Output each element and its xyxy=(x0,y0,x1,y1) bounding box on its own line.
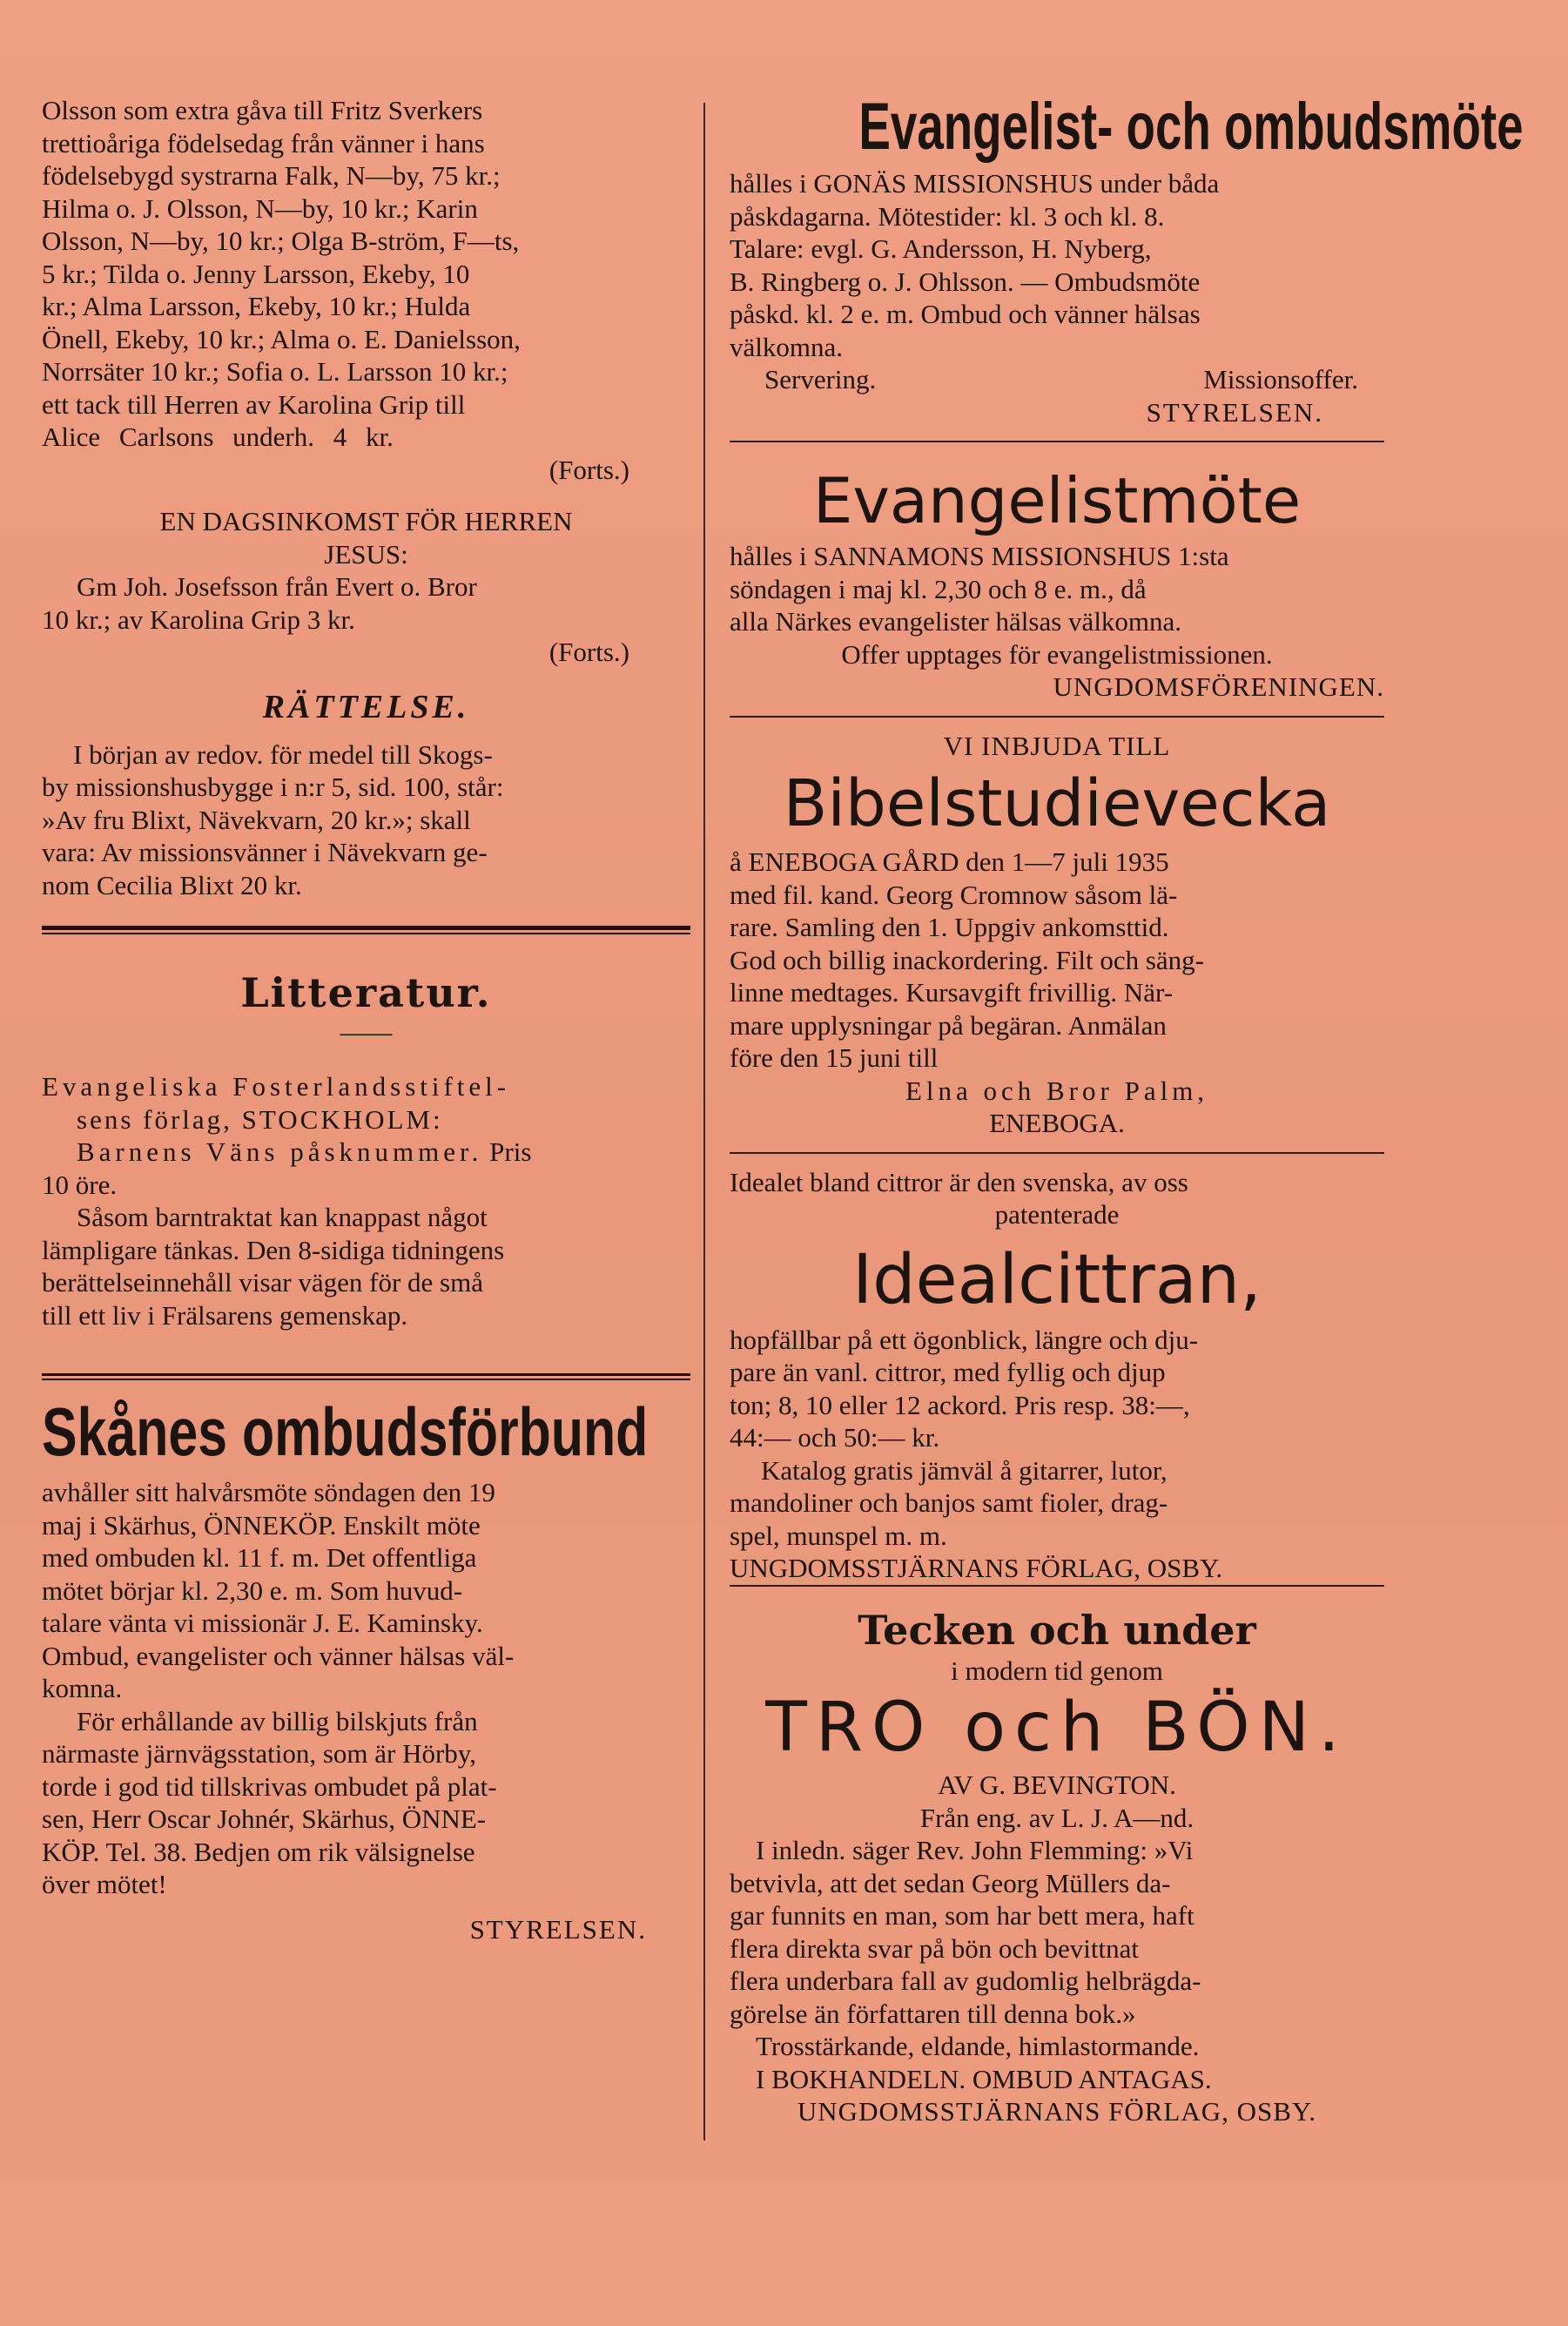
rattelse-line: vara: Av missionsvänner i Nävekvarn ge- xyxy=(42,837,488,867)
tecken-ad xyxy=(730,1606,1384,2128)
skanes-section xyxy=(42,1393,690,1945)
tecken-line: gar funnits en man, som har bett mera, haft xyxy=(730,1900,1195,1931)
tecken-line: flera underbara fall av gudomlig helbrägda- xyxy=(730,1965,1201,1996)
donations-line: Hilma o. J. Olsson, N—by, 10 kr.; Karin xyxy=(42,192,478,224)
tecken-line: Trosstärkande, eldande, himlastormande. xyxy=(756,2031,1200,2061)
dagsinkomst-heading: EN DAGSINKOMST FÖR HERREN xyxy=(159,506,573,536)
idealcittran-line: 44:— och 50:— kr. xyxy=(730,1422,940,1453)
tecken-line: flera direkta svar på bön och bevittnat xyxy=(730,1932,1139,1964)
skanes-line: maj i Skärhus, ÖNNEKÖP. Enskilt möte xyxy=(42,1509,481,1541)
ombudsmote-line: påskd. kl. 2 e. m. Ombud och vänner hälsas xyxy=(730,299,1201,329)
skanes-heading: Skånes ombudsförbund xyxy=(42,1393,649,1470)
skanes-line: torde i god tid tillskrivas ombudet på plat- xyxy=(42,1770,497,1802)
bibel-line: å ENEBOGA GÅRD den 1—7 juli 1935 xyxy=(730,846,1169,877)
skanes-line: komna. xyxy=(42,1673,123,1703)
rattelse-line: nom Cecilia Blixt 20 kr. xyxy=(42,869,302,900)
skanes-heading-wrap xyxy=(42,1393,690,1470)
donations-line: ett tack till Herren av Karolina Grip till xyxy=(42,388,466,420)
dagsinkomst-line: Gm Joh. Josefsson från Evert o. Bror xyxy=(77,571,477,602)
evangelistmote-signature: UNGDOMSFÖRENINGEN. xyxy=(1053,671,1384,702)
forts-label: (Forts.) xyxy=(548,637,629,667)
donations-line: Önell, Ekeby, 10 kr.; Alma o. E. Danielsson, xyxy=(42,323,521,354)
dagsinkomst-heading-2: JESUS: xyxy=(324,538,408,570)
skanes-line: närmaste järnvägsstation, som är Hörby, xyxy=(42,1738,477,1769)
price-label: Pris xyxy=(489,1136,532,1167)
bibel-line: mare upplysningar på begäran. Anmälan xyxy=(730,1009,1167,1041)
bibel-line: linne medtages. Kursavgift frivillig. När- xyxy=(730,977,1174,1008)
rattelse-line: by missionshusbygge i n:r 5, sid. 100, står: xyxy=(42,772,504,802)
bibel-line: med fil. kand. Georg Cromnow såsom lä- xyxy=(730,879,1178,910)
idealcittran-line: mandoliner och banjos samt fioler, drag- xyxy=(730,1487,1168,1518)
skanes-line: För erhållande av billig bilskjuts från xyxy=(77,1705,478,1736)
skanes-signature: STYRELSEN. xyxy=(469,1913,647,1945)
ombudsmote-line: påskdagarna. Mötestider: kl. 3 och kl. 8. xyxy=(730,200,1165,232)
tecken-translator: Från eng. av L. J. A—nd. xyxy=(919,1802,1195,1833)
idealcittran-pre-2: patenterade xyxy=(994,1199,1120,1230)
double-rule xyxy=(42,926,690,934)
tecken-line: görelse än författaren till denna bok.» xyxy=(730,1998,1136,2029)
tecken-signature: UNGDOMSSTJÄRNANS FÖRLAG, OSBY. xyxy=(797,2096,1317,2127)
rattelse-line: »Av fru Blixt, Nävekvarn, 20 kr.»; skall xyxy=(42,804,471,835)
ombudsmote-line: välkomna. xyxy=(730,331,843,362)
rattelse-line: I början av redov. för medel till Skogs- xyxy=(73,738,493,770)
ombudsmote-footer-row xyxy=(730,363,1384,396)
title-line xyxy=(42,1136,690,1169)
idealcittran-line: Katalog gratis jämväl å gitarrer, lutor, xyxy=(761,1454,1168,1486)
tecken-sub: i modern tid genom xyxy=(951,1655,1163,1686)
rule-thick xyxy=(42,926,690,930)
bibel-pre: VI INBJUDA TILL xyxy=(943,730,1171,761)
idealcittran-line: hopfällbar på ett ögonblick, längre och dju- xyxy=(730,1324,1199,1355)
donations-line: Norrsäter 10 kr.; Sofia o. L. Larsson 10 kr.; xyxy=(42,356,508,387)
tecken-author: AV G. BEVINGTON. xyxy=(938,1770,1176,1800)
skanes-line: med ombuden kl. 11 f. m. Det offentliga xyxy=(42,1542,477,1573)
skanes-line: mötet börjar kl. 2,30 e. m. Som huvud- xyxy=(42,1574,463,1606)
double-rule xyxy=(42,1373,690,1380)
idealcittran-signature: UNGDOMSSTJÄRNANS FÖRLAG, OSBY. xyxy=(730,1552,1384,1587)
donations-line: 5 kr.; Tilda o. Jenny Larsson, Ekeby, 10 xyxy=(42,258,470,289)
review-line: berättelseinnehåll visar vägen för de små xyxy=(42,1267,483,1298)
idealcittran-pre: Idealet bland cittror är den svenska, av oss xyxy=(730,1166,1188,1197)
ombudsmote-line: B. Ringberg o. J. Ohlsson. — Ombudsmöte xyxy=(730,266,1201,297)
rule-thick xyxy=(42,1373,690,1376)
ombudsmote-line: Talare: evgl. G. Andersson, H. Nyberg, xyxy=(730,233,1152,264)
tecken-heading: Tecken och under xyxy=(858,1606,1256,1654)
donations-line: Alice Carlsons underh. 4 kr. xyxy=(42,421,394,452)
review-line: till ett liv i Frälsarens gemenskap. xyxy=(42,1299,408,1331)
price-line: 10 öre. xyxy=(42,1169,118,1200)
left-column xyxy=(42,94,690,1945)
section-rule xyxy=(730,716,1384,718)
ombudsmote-ad xyxy=(730,87,1524,442)
rattelse-section xyxy=(42,688,690,902)
publisher-line: sens förlag, STOCKHOLM: xyxy=(77,1103,443,1135)
section-rule xyxy=(730,441,1384,442)
donations-line: Olsson, N—by, 10 kr.; Olga B-ström, F—ts, xyxy=(42,226,520,256)
skanes-line: sen, Herr Oscar Johnér, Skärhus, ÖNNE- xyxy=(42,1803,487,1834)
evangelistmote-line: alla Närkes evangelister hälsas välkomna. xyxy=(730,606,1182,637)
litteratur-section xyxy=(42,969,690,1332)
donations-line: kr.; Alma Larsson, Ekeby, 10 kr.; Hulda xyxy=(42,291,471,321)
section-rule xyxy=(730,1152,1384,1154)
tecken-line: betvivla, att det sedan Georg Müllers da- xyxy=(730,1867,1171,1898)
idealcittran-heading: Idealcittran, xyxy=(852,1240,1262,1319)
rattelse-heading: RÄTTELSE. xyxy=(262,688,470,725)
idealcittran-ad xyxy=(730,1166,1384,1587)
tecken-title: TRO och BÖN. xyxy=(765,1689,1349,1767)
right-column xyxy=(730,87,1524,2128)
litteratur-heading: Litteratur. xyxy=(240,969,492,1016)
publisher-line: Evangeliska Fosterlandsstiftel- xyxy=(42,1071,511,1102)
bibelstudievecka-ad xyxy=(730,730,1384,1154)
skanes-line: talare vänta vi missionär J. E. Kaminsky. xyxy=(42,1608,483,1638)
missionsoffer-label: Missionsoffer. xyxy=(1203,364,1358,394)
tecken-bokhandel: I BOKHANDELN. OMBUD ANTAGAS. xyxy=(756,2063,1212,2094)
idealcittran-line: pare än vanl. cittror, med fyllig och djup xyxy=(730,1357,1166,1387)
evangelistmote-line: hålles i SANNAMONS MISSIONSHUS 1:sta xyxy=(730,541,1229,571)
servering-label: Servering. xyxy=(764,364,877,394)
bibel-line: rare. Samling den 1. Uppgiv ankomsttid. xyxy=(730,912,1169,942)
ombudsmote-heading-wrap xyxy=(730,87,1524,167)
idealcittran-line: spel, munspel m. m. xyxy=(730,1520,947,1551)
skanes-line: KÖP. Tel. 38. Bedjen om rik välsignelse xyxy=(42,1836,475,1867)
bibel-sign: Elna och Bror Palm, xyxy=(905,1075,1209,1106)
ombudsmote-heading: Evangelist- och ombudsmöte xyxy=(858,90,1524,164)
bibel-line: före den 15 juni till xyxy=(730,1042,939,1073)
donations-list xyxy=(42,94,690,486)
idealcittran-line: ton; 8, 10 eller 12 ackord. Pris resp. 38:—, xyxy=(730,1389,1190,1420)
evangelistmote-ad xyxy=(730,462,1384,718)
donations-line: födelsebygd systrarna Falk, N—by, 75 kr.; xyxy=(42,160,501,191)
column-divider xyxy=(703,103,705,2141)
bibel-line: God och billig inackordering. Filt och säng- xyxy=(730,944,1204,975)
evangelistmote-line: Offer upptages för evangelistmissionen. xyxy=(841,638,1273,670)
skanes-line: avhåller sitt halvårsmöte söndagen den 19 xyxy=(42,1477,495,1507)
bibel-heading: Bibelstudievecka xyxy=(783,766,1331,841)
rule-thin xyxy=(42,1379,690,1380)
ombudsmote-signature: STYRELSEN. xyxy=(1146,396,1323,428)
booklet-title: Barnens Väns påsknummer. xyxy=(77,1136,483,1167)
tecken-line: I inledn. säger Rev. John Flemming: »Vi xyxy=(756,1835,1194,1865)
donations-line: trettioåriga födelsedag från vänner i hans xyxy=(42,127,485,158)
rule-thin xyxy=(42,933,690,934)
skanes-line: Ombud, evangelister och vänner hälsas väl- xyxy=(42,1640,515,1671)
review-line: Såsom barntraktat kan knappast något xyxy=(77,1202,488,1232)
forts-label: (Forts.) xyxy=(548,454,629,485)
evangelistmote-heading: Evangelistmöte xyxy=(812,464,1302,537)
evangelistmote-line: söndagen i maj kl. 2,30 och 8 e. m., då xyxy=(730,573,1147,604)
bibel-sign-2: ENEBOGA. xyxy=(989,1108,1125,1138)
review-line: lämpligare tänkas. Den 8-sidiga tidningens xyxy=(42,1234,505,1265)
litteratur-dash: —— xyxy=(340,1018,393,1047)
dagsinkomst-section xyxy=(42,505,690,669)
dagsinkomst-line: 10 kr.; av Karolina Grip 3 kr. xyxy=(42,603,355,635)
skanes-line: över mötet! xyxy=(42,1869,167,1899)
ombudsmote-line: hålles i GONÄS MISSIONSHUS under båda xyxy=(730,168,1220,199)
donations-line: Olsson som extra gåva till Fritz Sverkers xyxy=(42,95,483,125)
